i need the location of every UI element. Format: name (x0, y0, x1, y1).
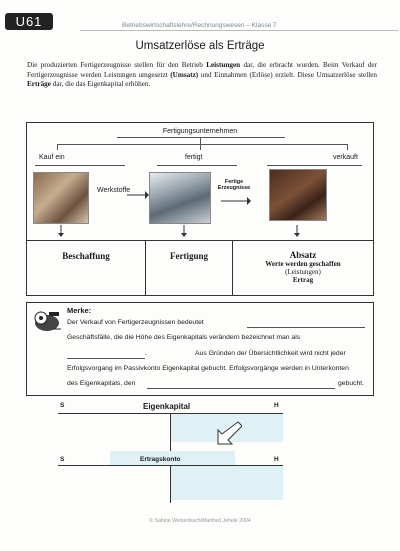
copyright-footer: © Sabine Welzenbach/Manfred Jehele 2004 (149, 518, 251, 524)
intro-bold-leistungen: Leistungen (206, 61, 241, 69)
arrow-down-icon (180, 225, 188, 237)
branch-line (57, 144, 347, 145)
merke-box (26, 302, 374, 396)
t-account-ertragskonto-haben-area (171, 466, 283, 500)
label-fertige-erzeugnisse (214, 179, 254, 191)
label-fertige: Fertige (224, 179, 244, 185)
worksheet-number-badge: U61 (5, 13, 53, 30)
pointing-figure-icon (32, 307, 62, 333)
t-account-eigenkapital-title: Eigenkapital (143, 402, 191, 411)
merke-line-5a: des Eigenkapitals, den (67, 380, 136, 387)
label-verkauft: verkauft (333, 154, 358, 161)
production-machine-photo (149, 172, 211, 224)
header-divider (80, 30, 398, 31)
stage-fertigung (146, 240, 232, 295)
stage-fertigung-label: Fertigung (170, 251, 208, 261)
page-title: Umsatzerlöse als Erträge (135, 40, 265, 52)
stage-beschaffung (27, 240, 145, 295)
intro-bold-ertraege: Erträge (27, 80, 51, 89)
label-werkstoffe: Werkstoffe (97, 187, 131, 194)
merke-line-4: Erfolgsvorgang im Passivkonto Eigenkapital gebucht. Erfolgsvorgänge werden in Unterkonten (67, 365, 349, 372)
t-account-eigenkapital-soll: S (60, 402, 65, 409)
branch-right (347, 144, 348, 150)
intro-text-1: Die produzierten Fertigerzeugnisse stellen für den Betrieb (27, 61, 207, 69)
label-kauf-ein: Kauf ein (39, 154, 65, 161)
stage-absatz-sub2: (Leistungen) (285, 268, 321, 276)
branch-left (57, 144, 58, 150)
merke-line-1: Der Verkauf von Fertigerzeugnissen bedeutet (67, 319, 204, 326)
label-fertigt: fertigt (185, 154, 203, 161)
intro-text-3: und Einnahmen (Erlöse) erzielt. Diese Umsatzerlöse stellen (198, 70, 377, 79)
stage-absatz-sub3: Ertrag (292, 276, 314, 284)
merke-line-2: Geschäftsfälle, die die Höhe des Eigenkapitals verändern bezeichnet man als (67, 334, 301, 341)
t-account-ertragskonto-title: Ertragskonto (140, 456, 181, 463)
blank-line-mid (157, 165, 237, 166)
stage-absatz-sub1: Werte werden geschaffen (265, 260, 341, 268)
blank-line (147, 388, 335, 389)
intro-text-2: dar, die erbracht wurden. Beim Verkauf der Fertigerzeugnisse werden Leistungen umgesetzt (27, 61, 377, 79)
merke-line-3-dot: . (145, 350, 147, 357)
branch-mid (200, 137, 201, 150)
merke-line-5b: gebucht. (338, 380, 365, 387)
top-underline (117, 137, 285, 138)
chocolate-product-photo (269, 169, 327, 221)
arrow-down-icon (293, 225, 301, 237)
stage-absatz-label: Absatz (289, 250, 317, 260)
blank-line-right (267, 165, 362, 166)
raw-material-photo (33, 172, 89, 224)
arrow-right-icon (127, 188, 149, 202)
intro-text-4: dar, die das Eigenkapital erhöhen. (50, 80, 151, 89)
label-erzeugnisse: Erzeugnisse (217, 185, 251, 191)
stage-beschaffung-label: Beschaffung (62, 251, 110, 261)
t-account-ertragskonto-soll: S (60, 456, 65, 463)
blank-line (247, 327, 365, 328)
process-diagram (26, 122, 374, 296)
blank-line (67, 358, 145, 359)
merke-line-3: Aus Gründen der Übersichtlichkeit wird nicht jeder (195, 350, 346, 357)
t-account-ertragskonto-haben: H (274, 456, 279, 463)
stage-absatz (233, 240, 373, 295)
arrow-right-icon (221, 195, 251, 207)
diagram-top-label: Fertigungsunternehmen (162, 128, 238, 135)
intro-paragraph (27, 61, 377, 90)
arrow-down-left-icon (216, 420, 242, 446)
arrow-down-icon (57, 225, 65, 237)
page-header: Betriebswirtschaftslehre/Rechnungswesen – Klasse 7 (122, 22, 277, 29)
merke-title: Merke: (67, 306, 92, 315)
blank-line-left (35, 165, 125, 166)
intro-bold-umsatz: (Umsatz) (170, 70, 199, 79)
t-account-eigenkapital-haben: H (274, 402, 279, 409)
